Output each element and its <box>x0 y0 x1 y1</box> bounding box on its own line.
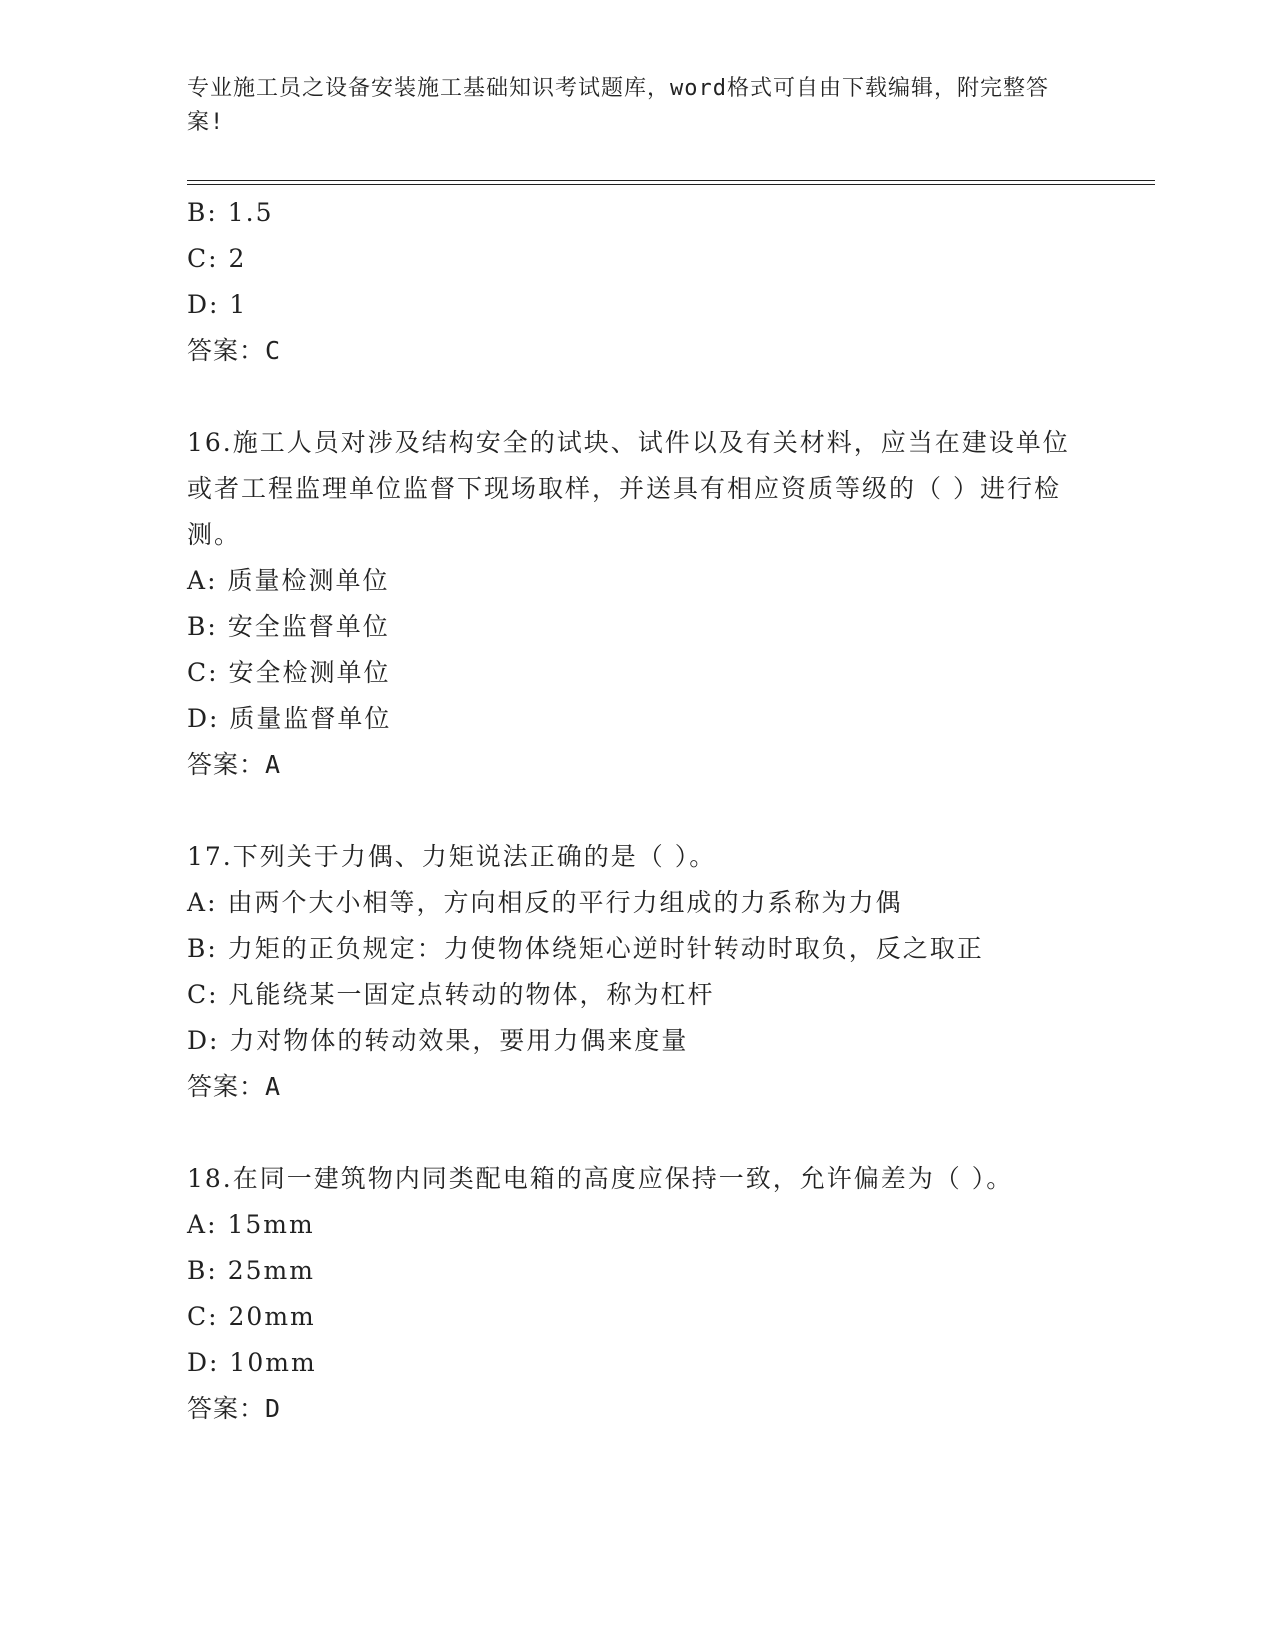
option-b: B: 力矩的正负规定：力使物体绕矩心逆时针转动时取负，反之取正 <box>187 934 984 963</box>
answer-line: 答案：C <box>187 336 282 365</box>
answer-line: 答案：A <box>187 1072 282 1101</box>
answer-line: 答案：D <box>187 1394 282 1423</box>
document-header <box>187 72 1067 140</box>
question-stem: 16.施工人员对涉及结构安全的试块、试件以及有关材料，应当在建设单位或者工程监理单位监督下现场取样，并送具有相应资质等级的（ ）进行检测。 <box>187 428 1070 549</box>
option-b: B: 25mm <box>187 1256 315 1285</box>
question-stem: 18.在同一建筑物内同类配电箱的高度应保持一致，允许偏差为（ ）。 <box>187 1164 1014 1193</box>
option-a: A: 由两个大小相等，方向相反的平行力组成的力系称为力偶 <box>187 888 903 917</box>
option-c: C: 凡能绕某一固定点转动的物体，称为杠杆 <box>187 980 715 1009</box>
option-d: D: 力对物体的转动效果，要用力偶来度量 <box>187 1026 689 1055</box>
option-c: C: 20mm <box>187 1302 316 1331</box>
question-16 <box>187 420 1087 788</box>
answer-line: 答案：A <box>187 750 282 779</box>
option-d: D: 1 <box>187 290 248 319</box>
option-b: B: 1.5 <box>187 198 274 227</box>
header-divider <box>187 180 1155 181</box>
question-list <box>187 190 1087 1432</box>
header-title: 专业施工员之设备安装施工基础知识考试题库，word格式可自由下载编辑，附完整答案! <box>187 76 1049 135</box>
header-divider <box>187 184 1155 185</box>
option-a: A: 质量检测单位 <box>187 566 390 595</box>
option-d: D: 10mm <box>187 1348 317 1377</box>
option-b: B: 安全监督单位 <box>187 612 390 641</box>
option-c: C: 2 <box>187 244 247 273</box>
option-c: C: 安全检测单位 <box>187 658 391 687</box>
option-d: D: 质量监督单位 <box>187 704 392 733</box>
question-18 <box>187 1156 1087 1432</box>
question-17 <box>187 834 1087 1110</box>
question-stem: 17.下列关于力偶、力矩说法正确的是（ ）。 <box>187 842 717 871</box>
option-a: A: 15mm <box>187 1210 315 1239</box>
question-15 <box>187 190 1087 374</box>
